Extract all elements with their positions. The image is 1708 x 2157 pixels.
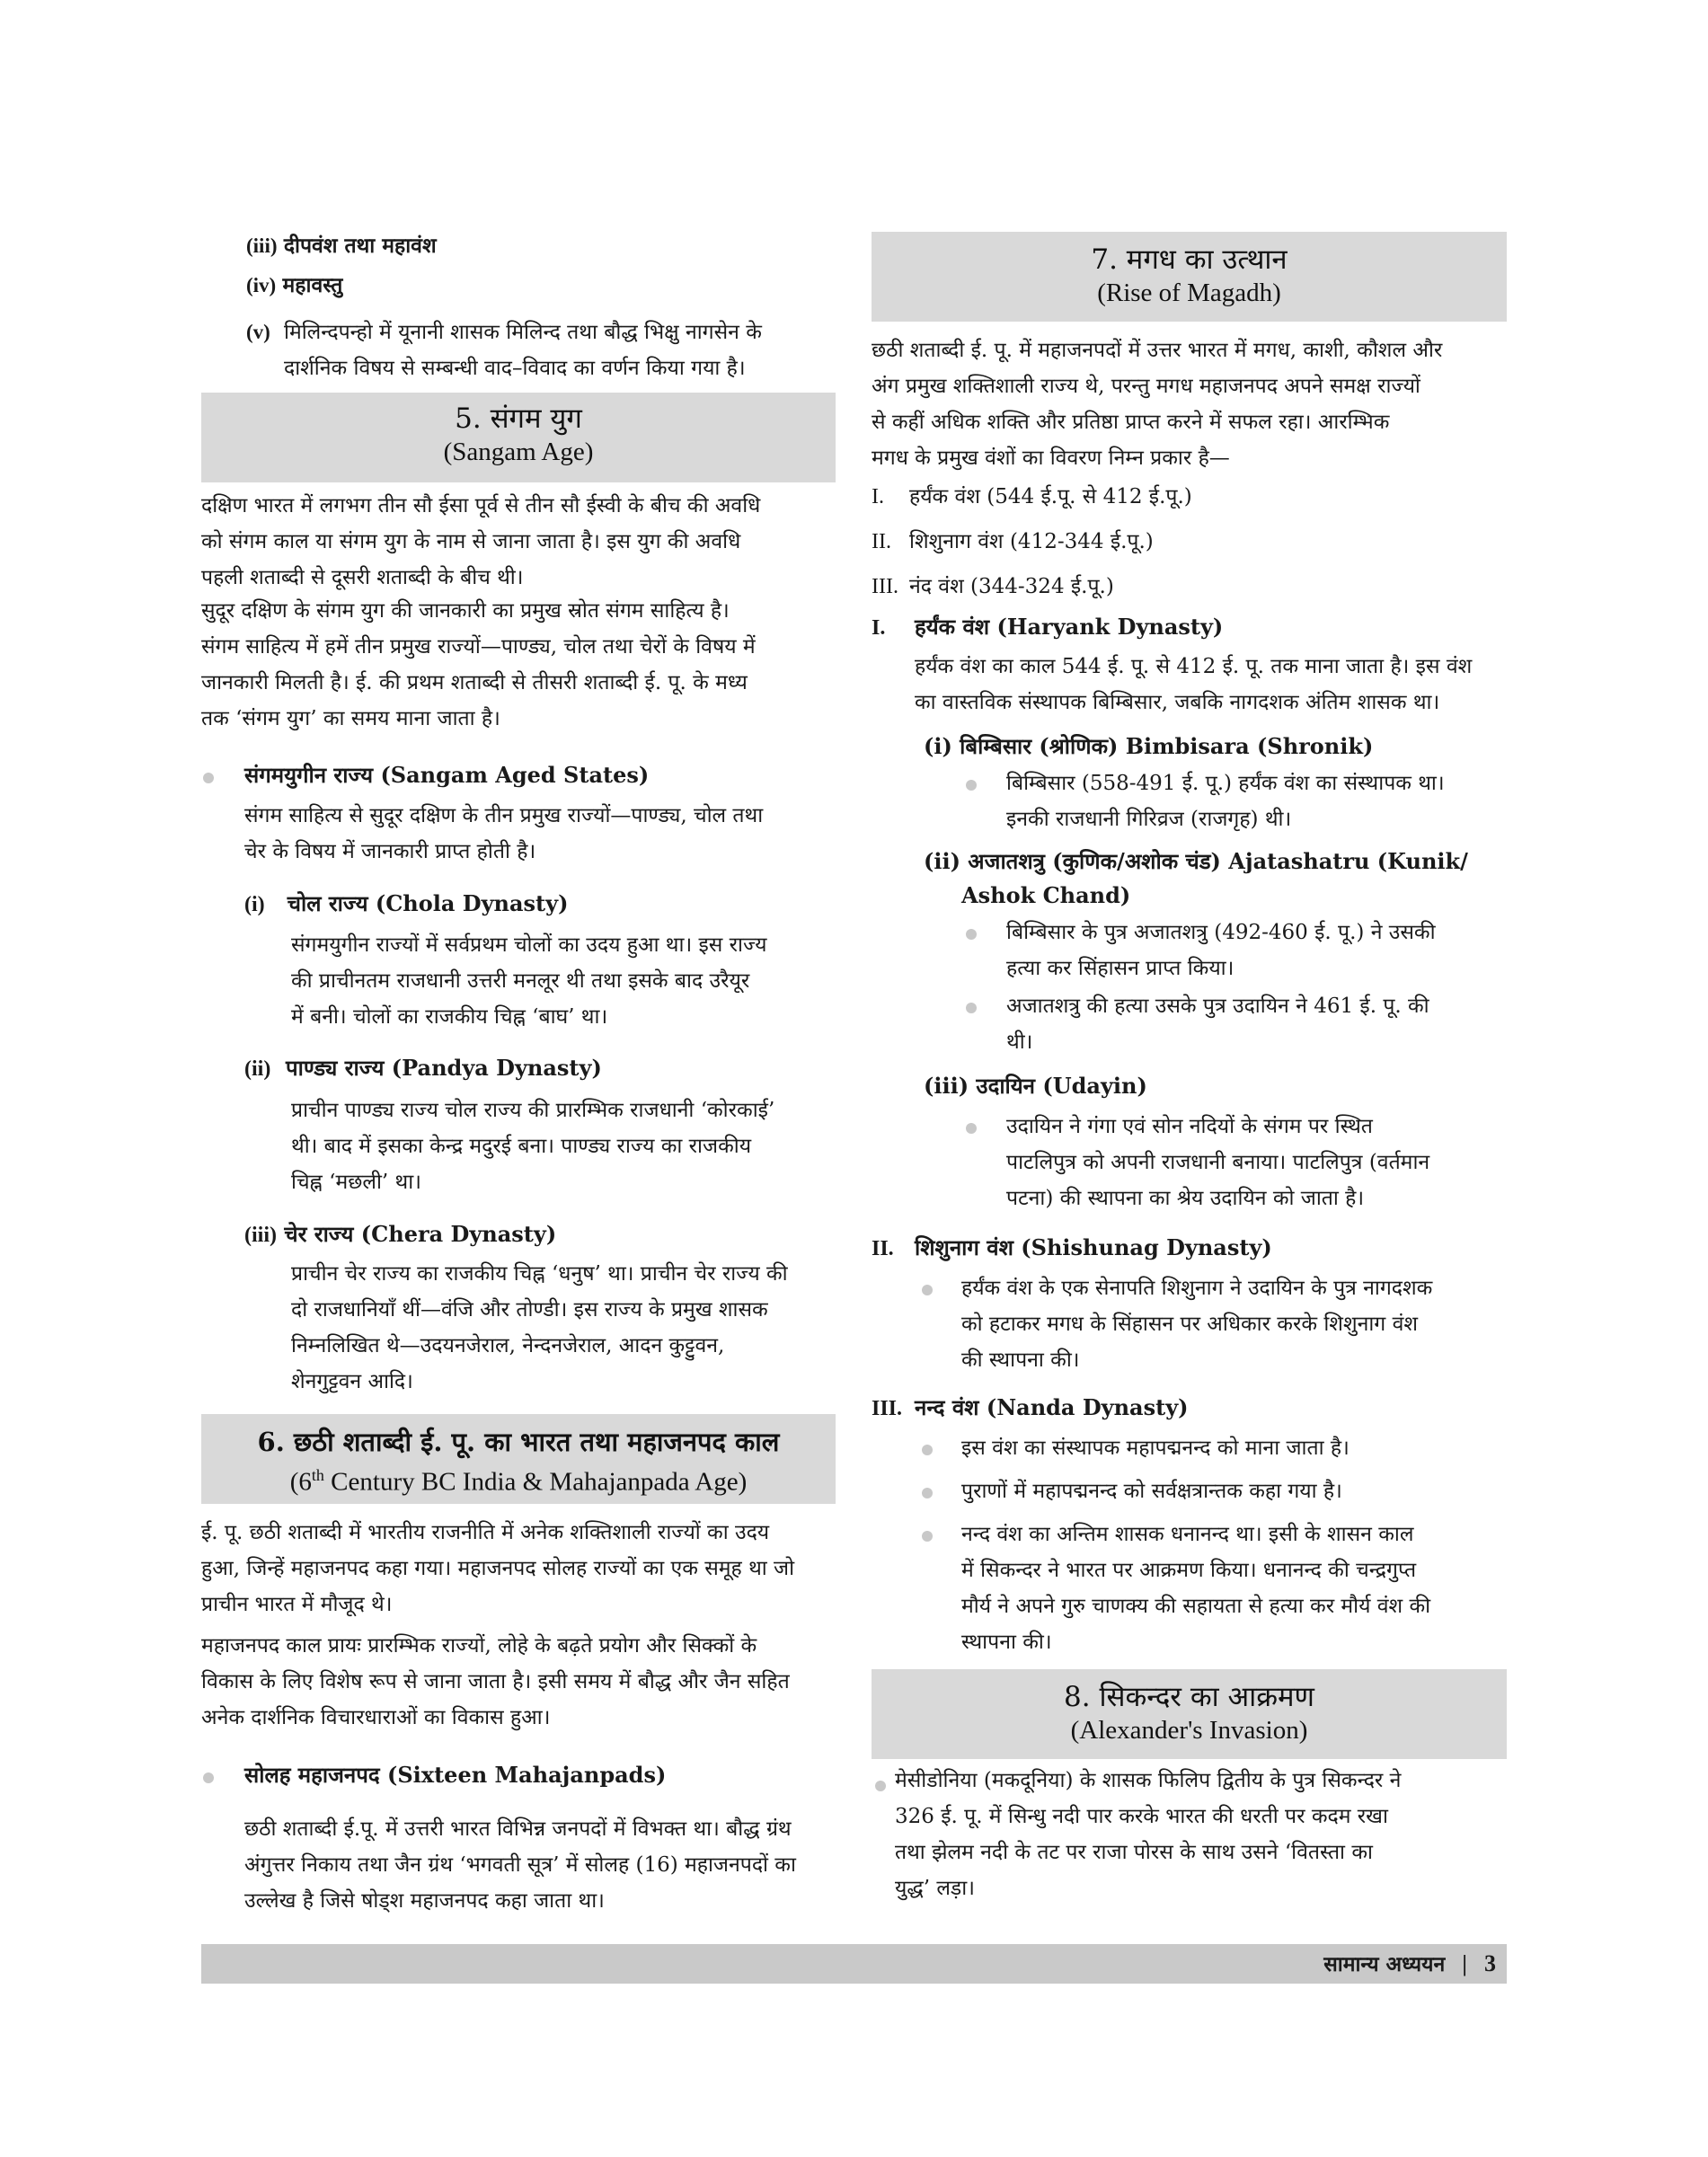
section-title: 8. सिकन्दर का आक्रमण	[1064, 1681, 1314, 1713]
paragraph: प्राचीन चेर राज्य का राजकीय चिह्न ‘धनुष’ था। प्राचीन चेर राज्य की दो राजधानियाँ थीं—वंजि और तोण्डी। इस राज्य के प्रमुख शासक निम्नलिखित थे—उदयनजेराल, नेन्दनजेराल, आदन कुट्टुवन, शेनगुट्टवन आदि।	[291, 1262, 788, 1393]
list-item: (v) मिलिन्दपन्हो में यूनानी शासक मिलिन्द तथा बौद्ध भिक्षु नागसेन के दार्शनिक विषय से सम्बन्धी वाद–विवाद का वर्णन किया गया है।	[246, 321, 762, 380]
bullet	[922, 1445, 933, 1455]
paragraph: संगमयुगीन राज्यों में सर्वप्रथम चोलों का उदय हुआ था। इस राज्य की प्राचीनतम राजधानी उत्तरी मनलूर थी तथा इसके बाद उरैयूर में बनी। चोलों का राजकीय चिह्न ‘बाघ’ था।	[291, 933, 767, 1029]
paragraph: इस वंश का संस्थापक महापद्मनन्द को माना जाता है।	[961, 1437, 1350, 1460]
subsection: (i) बिम्बिसार (श्रोणिक) Bimbisara (Shronik)	[924, 733, 1374, 759]
section-subtitle: (Rise of Magadh)	[1097, 278, 1281, 307]
section-title: 5. संगम युग	[455, 402, 582, 435]
section-title: 7. मगध का उत्थान	[1091, 243, 1288, 276]
bullet	[966, 1003, 977, 1013]
paragraph: दक्षिण भारत में लगभग तीन सौ ईसा पूर्व से तीन सौ ईस्वी के बीच की अवधि को संगम काल या संगम युग के नाम से जाना जाता है। इस युग की अवधि पहली शताब्दी से दूसरी शताब्दी के बीच थी।	[201, 494, 761, 589]
subsection: II. शिशुनाग वंश (Shishunag Dynasty)	[872, 1234, 1272, 1260]
paragraph: हर्यंक वंश का काल 544 ई. पू. से 412 ई. पू. तक माना जाता है। इस वंश का वास्तविक संस्थापक बिम्बिसार, जबकि नागदशक अंतिम शासक था।	[915, 655, 1473, 714]
paragraph: अजातशत्रु की हत्या उसके पुत्र उदायिन ने 461 ई. पू. की थी।	[1006, 995, 1429, 1054]
paragraph: प्राचीन पाण्ड्य राज्य चोल राज्य की प्रारम्भिक राजधानी ‘कोरकाई’ थी। बाद में इसका केन्द्र मदुरई बना। पाण्ड्य राज्य का राजकीय चिह्न ‘मछली’ था।	[291, 1099, 775, 1194]
bullet	[875, 1781, 886, 1791]
paragraph: पुराणों में महापद्मनन्द को सर्वक्षत्रान्तक कहा गया है।	[961, 1480, 1342, 1503]
subsection: (ii) पाण्ड्य राज्य (Pandya Dynasty)	[244, 1055, 602, 1081]
paragraph: छठी शताब्दी ई.पू. में उत्तरी भारत विभिन्न जनपदों में विभक्त था। बौद्ध ग्रंथ अंगुत्तर निकाय तथा जैन ग्रंथ ‘भगवती सूत्र’ में सोलह (16) महाजनपदों का उल्लेख है जिसे षोड्श महाजनपद कहा जाता था।	[244, 1817, 796, 1913]
section-subtitle: (6th Century BC India & Mahajanpada Age)	[289, 1466, 748, 1497]
bullet	[966, 780, 977, 791]
footer-separator: |	[1461, 1953, 1468, 1976]
bullet	[922, 1531, 933, 1542]
section-header	[872, 232, 1507, 322]
dynasty-list: I. हर्यंक वंश (544 ई.पू. से 412 ई.पू.) II. शिशुनाग वंश (412-344 ई.पू.) III. नंद वंश (344-324 ई.पू.)	[872, 485, 1192, 598]
paragraph: छठी शताब्दी ई. पू. में महाजनपदों में उत्तर भारत में मगध, काशी, कौशल और अंग प्रमुख शक्तिशाली राज्य थे, परन्तु मगध महाजनपद अपने समक्ष राज्यों से कहीं अधिक शक्ति और प्रतिष्ठा प्राप्त करने में सफल रहा। आरम्भिक मगध के प्रमुख वंशों का विवरण निम्न प्रकार है—	[872, 339, 1443, 470]
bullet	[922, 1285, 933, 1295]
subsection: (iii) उदायिन (Udayin)	[924, 1073, 1147, 1099]
subsection: (i) चोल राज्य (Chola Dynasty)	[244, 890, 569, 916]
subsection: (iii) चेर राज्य (Chera Dynasty)	[244, 1221, 557, 1247]
list-item: (iii) दीपवंश तथा महावंश	[246, 234, 437, 258]
paragraph: हर्यंक वंश के एक सेनापति शिशुनाग ने उदायिन के पुत्र नागदशक को हटाकर मगध के सिंहासन पर अधिकार करके शिशुनाग वंश की स्थापना की।	[961, 1277, 1433, 1372]
subsection	[244, 1758, 836, 1792]
paragraph: बिम्बिसार के पुत्र अजातशत्रु (492-460 ई. पू.) ने उसकी हत्या कर सिंहासन प्राप्त किया।	[1006, 921, 1436, 980]
page-footer	[201, 1944, 1507, 1984]
paragraph: मेसीडोनिया (मकदूनिया) के शासक फिलिप द्वितीय के पुत्र सिकन्दर ने 326 ई. पू. में सिन्धु नदी पार करके भारत की धरती पर कदम रखा तथा झेलम नदी के तट पर राजा पोरस के साथ उसने ‘वितस्ता का युद्ध’ लड़ा।	[895, 1769, 1402, 1900]
subsection: III. नन्द वंश (Nanda Dynasty)	[872, 1394, 1189, 1420]
section-subtitle: (Sangam Age)	[443, 438, 594, 466]
bullet	[203, 773, 214, 783]
paragraph: महाजनपद काल प्रायः प्रारम्भिक राज्यों, लोहे के बढ़ते प्रयोग और सिक्कों के विकास के लिए विशेष रूप से जाना जाता है। इसी समय में बौद्ध और जैन सहित अनेक दार्शनिक विचारधाराओं का विकास हुआ।	[201, 1634, 790, 1729]
bullet	[922, 1488, 933, 1498]
paragraph: उदायिन ने गंगा एवं सोन नदियों के संगम पर स्थित पाटलिपुत्र को अपनी राजधानी बनाया। पाटलिपुत्र (वर्तमान पटना) की स्थापना का श्रेय उदायिन को जाता है।	[1006, 1115, 1430, 1210]
subsection: I. हर्यंक वंश (Haryank Dynasty)	[872, 614, 1224, 640]
paragraph: ई. पू. छठी शताब्दी में भारतीय राजनीति में अनेक शक्तिशाली राज्यों का उदय हुआ, जिन्हें महाजनपद कहा गया। महाजनपद सोलह राज्यों का एक समूह था जो प्राचीन भारत में मौजूद थे।	[201, 1521, 795, 1616]
section-title: 6. छठी शताब्दी ई. पू. का भारत तथा महाजनपद काल	[257, 1427, 780, 1457]
subsection: संगमयुगीन राज्य (Sangam Aged States) संगम साहित्य से सुदूर दक्षिण के तीन प्रमुख राज्यों—पाण्ड्य, चोल तथा चेर के विषय में जानकारी प्राप्त होती है।	[244, 758, 836, 870]
page-number: 3	[1484, 1950, 1496, 1976]
list-item: (iv) महावस्तु	[246, 273, 343, 297]
bullet	[966, 1123, 977, 1134]
subsection-heading: संगमयुगीन राज्य (Sangam Aged States)	[244, 762, 650, 788]
section-subtitle: (Alexander's Invasion)	[1070, 1716, 1308, 1745]
subsection: (ii) अजातशत्रु (कुणिक/अशोक चंड) Ajatashatru (Kunik/ Ashok Chand)	[924, 848, 1468, 908]
bullet	[203, 1772, 214, 1783]
book-title: सामान्य अध्ययन	[1323, 1952, 1446, 1976]
paragraph: नन्द वंश का अन्तिम शासक धनानन्द था। इसी के शासन काल में सिकन्दर ने भारत पर आक्रमण किया। धनानन्द की चन्द्रगुप्त मौर्य ने अपने गुरु चाणक्य की सहायता से हत्या कर मौर्य वंश की स्थापना की।	[961, 1523, 1431, 1654]
subsection-heading: सोलह महाजनपद (Sixteen Mahajanpads)	[244, 1762, 667, 1788]
paragraph: बिम्बिसार (558-491 ई. पू.) हर्यंक वंश का संस्थापक था। इनकी राजधानी गिरिव्रज (राजगृह) थी।	[1006, 772, 1445, 831]
bullet	[966, 929, 977, 940]
paragraph: सुदूर दक्षिण के संगम युग की जानकारी का प्रमुख स्रोत संगम साहित्य है। संगम साहित्य में हमें तीन प्रमुख राज्यों—पाण्ड्य, चोल तथा चेरों के विषय में जानकारी मिलती है। ई. की प्रथम शताब्दी से तीसरी शताब्दी ई. पू. के मध्य तक ‘संगम युग’ का समय माना जाता है।	[201, 599, 756, 730]
section-header	[872, 1669, 1507, 1759]
section-header	[201, 393, 836, 482]
section-header	[201, 1414, 836, 1504]
